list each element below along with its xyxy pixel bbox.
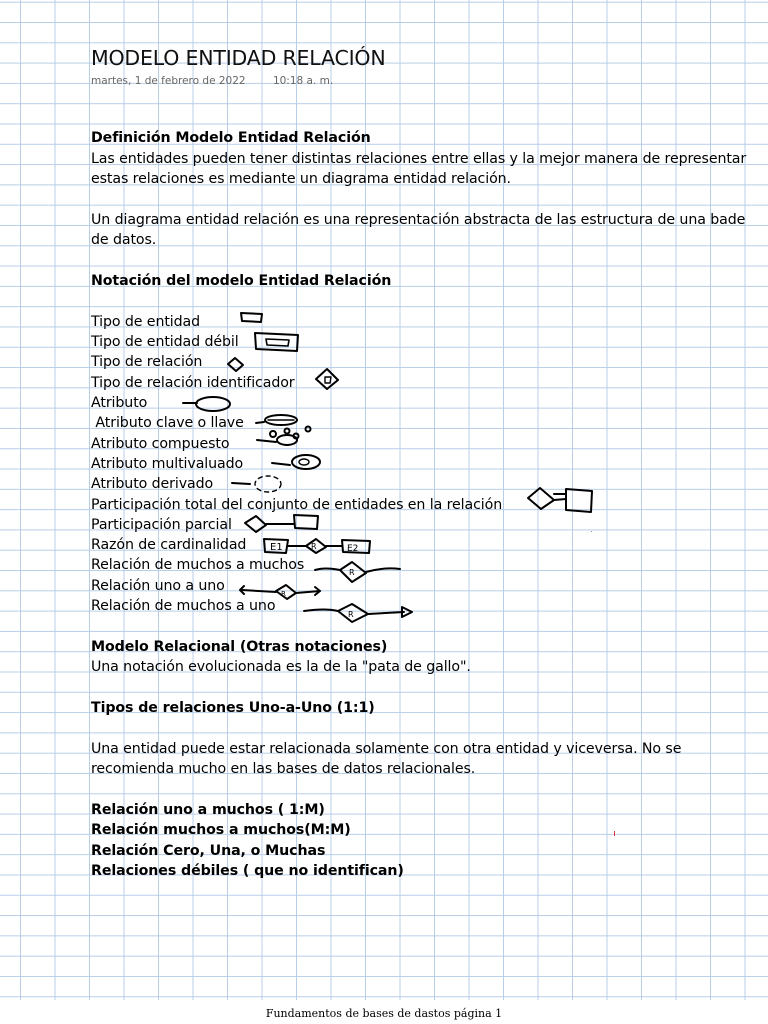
relation-type-item: Relaciones débiles ( que no identifican) <box>91 863 404 879</box>
page-date: martes, 1 de febrero de 2022 <box>91 75 246 87</box>
derived-attribute-sketch <box>232 476 281 492</box>
notation-item: Atributo compuesto <box>91 436 230 452</box>
multivalued-attribute-sketch <box>272 455 320 469</box>
paragraph-line: recomienda mucho en las bases de datos relacionales. <box>91 761 476 777</box>
identifying-relationship-sketch <box>316 369 338 389</box>
notation-item: Relación de muchos a uno <box>91 598 276 614</box>
heading-relacional: Modelo Relacional (Otras notaciones) <box>91 639 388 655</box>
notation-item: Atributo derivado <box>91 476 214 492</box>
relation-type-item: Relación Cero, Una, o Muchas <box>91 843 326 859</box>
svg-text:R: R <box>349 568 355 577</box>
svg-text:R: R <box>348 610 354 619</box>
one-to-one-sketch <box>240 585 320 599</box>
svg-text:E1: E1 <box>270 542 283 553</box>
relation-type-item: Relación muchos a muchos(M:M) <box>91 822 351 838</box>
notation-item: Tipo de relación identificador <box>91 375 295 391</box>
relationship-diamond-sketch <box>228 358 243 371</box>
paragraph-line: Una entidad puede estar relacionada solamente con otra entidad y viceversa. No se <box>91 741 682 757</box>
key-attribute-sketch <box>256 415 297 425</box>
svg-text:R: R <box>281 590 286 598</box>
notation-item: Atributo clave o llave <box>91 415 244 431</box>
svg-text:E2: E2 <box>347 544 359 554</box>
paragraph-line: Una notación evolucionada es la de la "pata de gallo". <box>91 659 471 675</box>
notation-item: Relación de muchos a muchos <box>91 557 305 573</box>
notation-item: Atributo <box>91 395 148 411</box>
notation-item: Participación parcial <box>91 517 232 533</box>
heading-definicion: Definición Modelo Entidad Relación <box>91 130 371 146</box>
notation-item: Atributo multivaluado <box>91 456 244 472</box>
svg-text:R: R <box>311 542 317 551</box>
attribute-ellipse-sketch <box>183 397 230 411</box>
notation-item: Tipo de relación <box>91 354 203 370</box>
page-title: MODELO ENTIDAD RELACIÓN <box>91 46 386 70</box>
page-time: 10:18 a. m. <box>272 75 334 87</box>
relation-type-item: Relación uno a muchos ( 1:M) <box>91 802 325 818</box>
notation-item: Relación uno a uno <box>91 578 225 594</box>
entity-rectangle-sketch <box>241 313 262 322</box>
composite-attribute-sketch <box>257 427 311 446</box>
paragraph-line: Un diagrama entidad relación es una representación abstracta de las estructura de una bade <box>91 212 746 228</box>
heading-notacion: Notación del modelo Entidad Relación <box>91 273 392 289</box>
stray-mark <box>614 831 615 836</box>
notation-item: Participación total del conjunto de entidades en la relación <box>91 497 503 513</box>
notation-item: Tipo de entidad débil <box>91 334 239 350</box>
partial-participation-sketch <box>245 515 318 532</box>
paragraph-line: estas relaciones es mediante un diagrama entidad relación. <box>91 171 511 187</box>
total-participation-sketch <box>528 488 592 512</box>
notation-item: Razón de cardinalidad <box>91 537 247 553</box>
stray-mark <box>591 531 592 532</box>
many-to-one-sketch <box>304 604 412 622</box>
weak-entity-sketch <box>255 333 298 351</box>
many-to-many-sketch <box>315 562 400 582</box>
paragraph-line: de datos. <box>91 232 157 248</box>
paragraph-line: Las entidades pueden tener distintas relaciones entre ellas y la mejor manera de representar <box>91 151 747 167</box>
notation-item: Tipo de entidad <box>91 314 201 330</box>
page-footer: Fundamentos de bases de dastos página 1 <box>265 1007 503 1020</box>
heading-uno-a-uno: Tipos de relaciones Uno-a-Uno (1:1) <box>91 700 375 716</box>
cardinality-sketch <box>264 539 370 554</box>
